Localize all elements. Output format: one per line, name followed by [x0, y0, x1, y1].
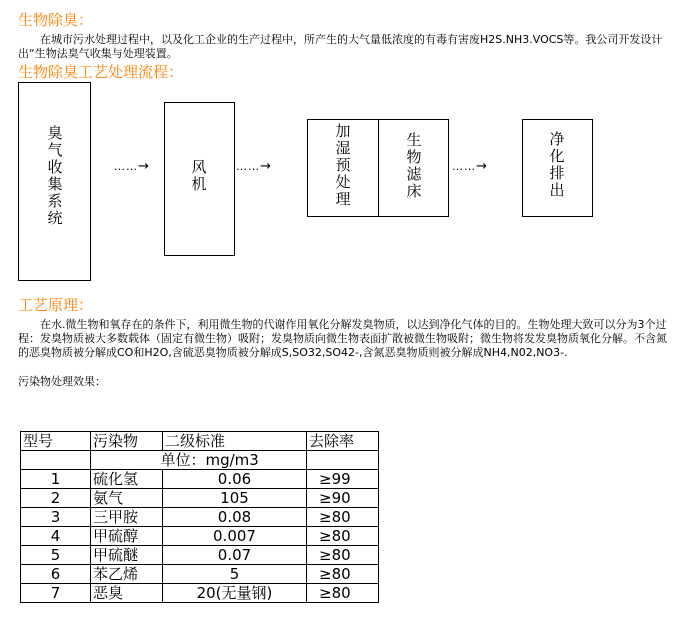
table-cell-standard: 5: [163, 565, 307, 584]
table-cell-standard: 0.08: [163, 508, 307, 527]
table-cell-model: 3: [21, 508, 91, 527]
table-cell-standard: 105: [163, 489, 307, 508]
table-cell-pollutant: 氨气: [91, 489, 163, 508]
flow-box-purified-output: [522, 119, 593, 217]
table-cell-removal: ≥99: [307, 470, 379, 489]
table-cell-model: 5: [21, 546, 91, 565]
table-unit-text: 单位：mg/m3: [160, 451, 259, 469]
table-row: [21, 489, 379, 508]
section-title-process-principle: 工艺原理：: [18, 296, 94, 314]
table-cell-pollutant: 苯乙烯: [91, 565, 163, 584]
flow-arrow-2: [236, 161, 272, 173]
table-cell-removal: ≥80: [307, 565, 379, 584]
table-header-removal-rate: 去除率: [307, 432, 379, 451]
table-row: [21, 565, 379, 584]
flow-arrow-3: [452, 161, 488, 173]
flow-box-treatment: [307, 119, 449, 217]
table-cell-removal: ≥80: [307, 584, 379, 603]
table-cell-standard: 20(无量钢): [163, 584, 307, 603]
table-cell-removal: ≥80: [307, 508, 379, 527]
table-header-model: 型号: [21, 432, 91, 451]
flow-box-biofilter-label: 生物滤床: [406, 131, 422, 200]
table-unit-row: [21, 451, 379, 470]
flow-arrow-1-dots: ……: [114, 160, 138, 173]
table-cell-model: 2: [21, 489, 91, 508]
flow-box-fan-label: 风机: [191, 158, 207, 193]
intro-text: 在城市污水处理过程中，以及化工企业的生产过程中，所产生的大气量低浓度的有毒有害废H2S.NH3.VOCS等。我公司开发设计出“生物法臭气收集与处理装置。: [18, 33, 663, 60]
flow-box-humidify-label: 加湿预处理: [335, 122, 351, 208]
table-cell-model: 1: [21, 470, 91, 489]
table-cell-standard: 0.06: [163, 470, 307, 489]
table-cell: [307, 451, 379, 470]
intro-paragraph: [18, 33, 670, 61]
flow-arrow-3-dots: ……: [452, 160, 476, 173]
table-cell-removal: ≥90: [307, 489, 379, 508]
flow-arrow-2-head: →: [260, 159, 272, 174]
table-cell-model: 7: [21, 584, 91, 603]
table-cell-pollutant: 甲硫醚: [91, 546, 163, 565]
table-cell-pollutant: 甲硫醇: [91, 527, 163, 546]
table-cell-model: 4: [21, 527, 91, 546]
flow-box-fan: [164, 102, 235, 256]
flow-box-odor-collection-label: 臭气收集系统: [47, 124, 63, 227]
table-cell-removal: ≥80: [307, 546, 379, 565]
table-unit-cell: [160, 451, 307, 470]
table-cell-pollutant: 硫化氢: [91, 470, 163, 489]
table-header-pollutant: 污染物: [91, 432, 163, 451]
table-cell-removal: ≥80: [307, 527, 379, 546]
principle-paragraph: [18, 318, 670, 360]
section-title-process-flow: 生物除臭工艺处理流程：: [18, 63, 184, 81]
table-row: [21, 584, 379, 603]
table-cell-pollutant: 三甲胺: [91, 508, 163, 527]
table-cell: [91, 451, 163, 470]
flow-box-purified-output-label: 净化排出: [549, 130, 565, 199]
flow-arrow-1: [114, 161, 150, 173]
flow-arrow-3-head: →: [476, 159, 488, 174]
table-cell-model: 6: [21, 565, 91, 584]
table-row: [21, 508, 379, 527]
flow-box-divider: [378, 120, 379, 216]
table-cell-pollutant: 恶臭: [91, 584, 163, 603]
flow-box-odor-collection: [18, 82, 91, 281]
table-cell-standard: 0.007: [163, 527, 307, 546]
effect-label: 污染物处理效果：: [18, 375, 106, 388]
table-row: [21, 470, 379, 489]
table-cell-standard: 0.07: [163, 546, 307, 565]
table-header-row: [21, 432, 379, 451]
table-header-standard: 二级标准: [163, 432, 307, 451]
principle-text: 在水.微生物和氧存在的条件下，利用微生物的代谢作用氧化分解发臭物质，以达到净化气体的目的。生物处理大致可以分为3个过程：发臭物质被大多数载体（固定有微生物）吸附；发臭物质向微生物表面扩散被微生物吸附；微生物将发发臭物质氧化分解。不含氮的恶臭物质被分解成CO和H2O,含硫恶臭物质被分解成S,SO32,SO42-,含氮恶臭物质则被分解成NH4,N02,NO3-.: [18, 318, 667, 359]
table-row: [21, 546, 379, 565]
flow-arrow-2-dots: ……: [236, 160, 260, 173]
table-cell: [21, 451, 91, 470]
section-title-bio-deodorization: 生物除臭：: [18, 11, 94, 29]
table-row: [21, 527, 379, 546]
flow-arrow-1-head: →: [138, 159, 150, 174]
pollutant-table: [20, 431, 379, 603]
